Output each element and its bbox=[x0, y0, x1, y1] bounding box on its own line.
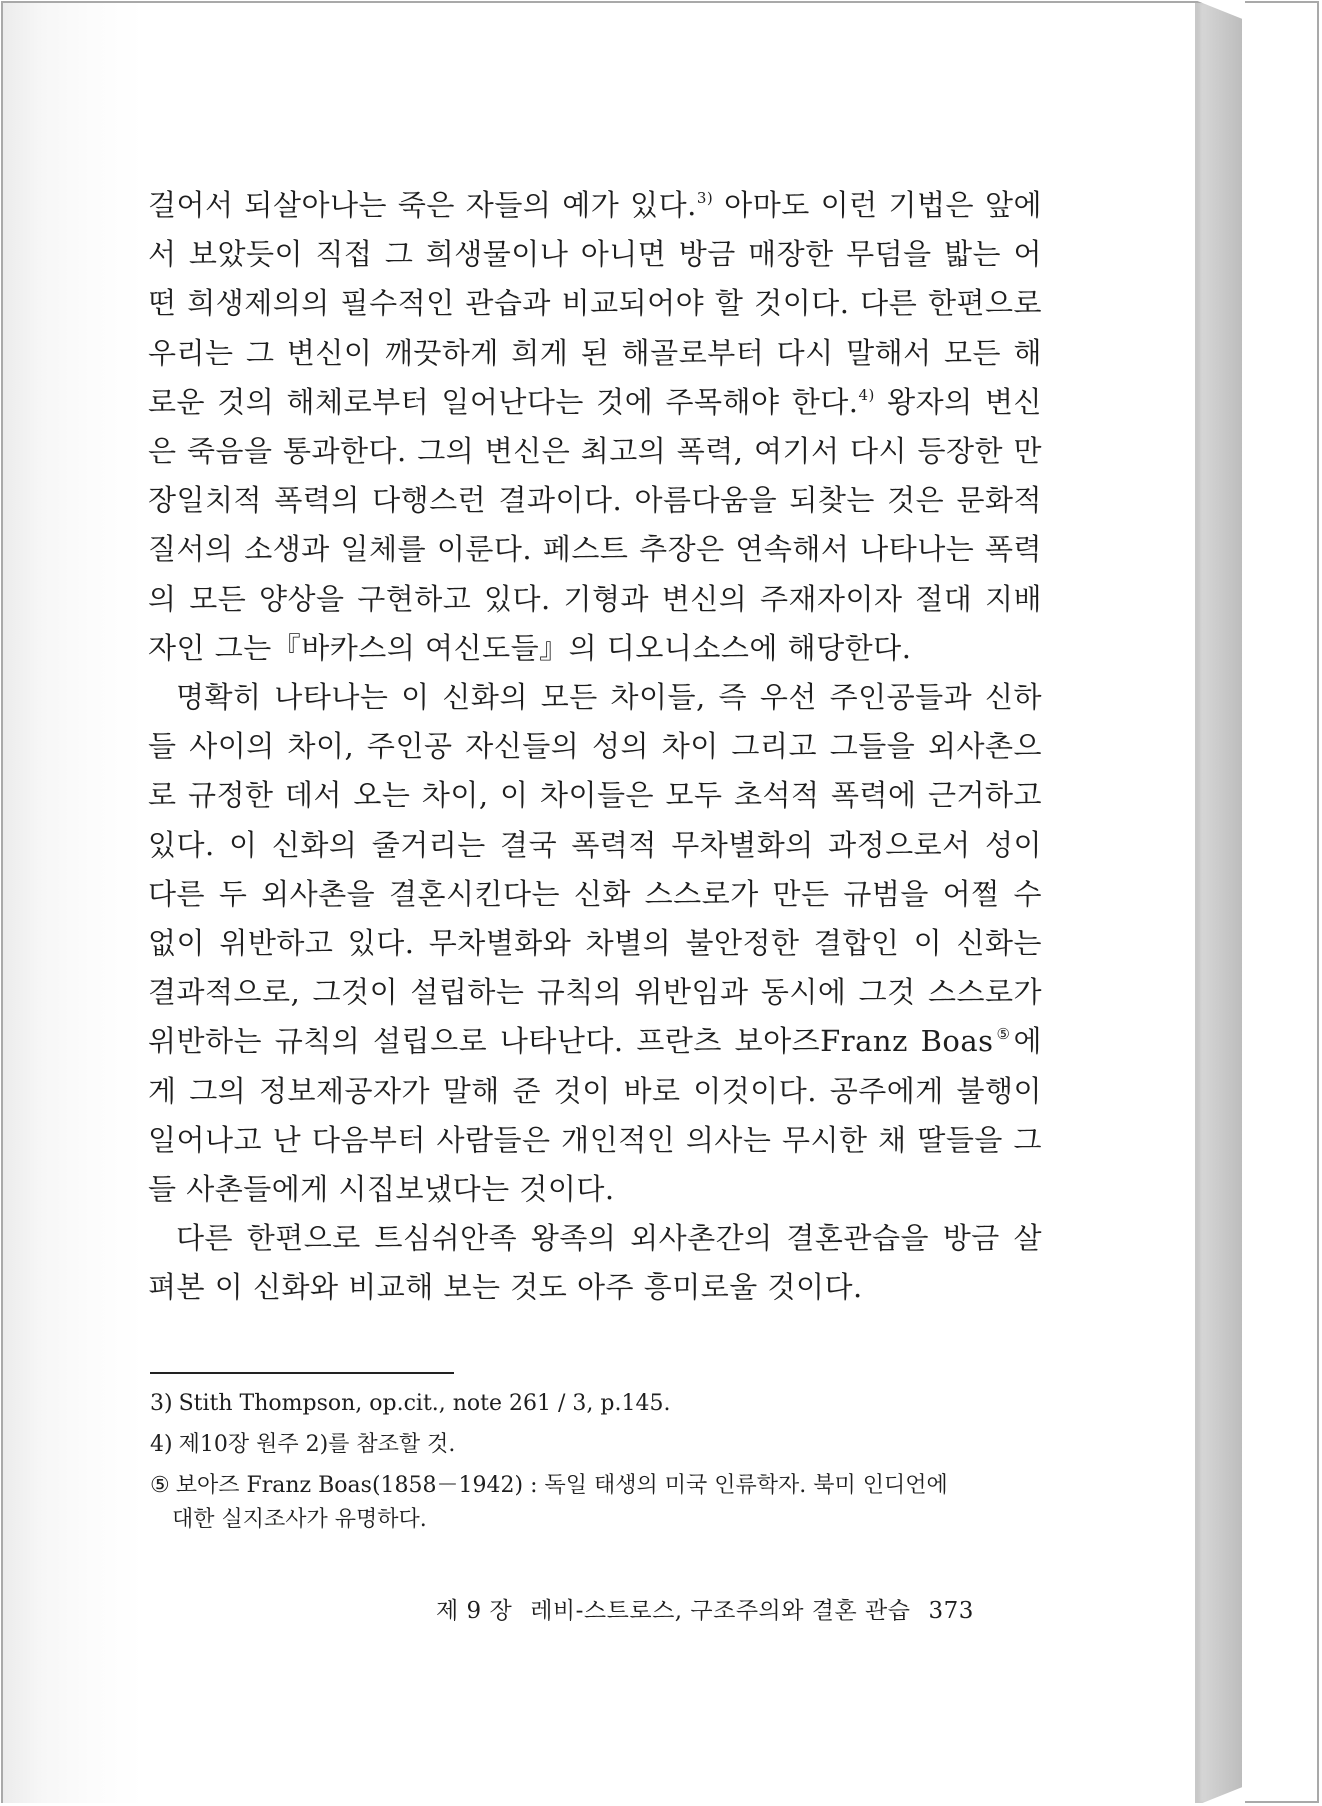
paragraph-3 bbox=[148, 1214, 1042, 1312]
footnote-text: 보아즈 Franz Boas(1858－1942) : 독일 태생의 미국 인류학자. 북미 인디언에 bbox=[175, 1473, 948, 1498]
main-text bbox=[148, 181, 1042, 1313]
footnote-ref-4: 4) bbox=[858, 385, 875, 404]
footnote-5 bbox=[150, 1469, 1044, 1537]
footnote-4 bbox=[150, 1428, 1044, 1462]
chapter-label: 제 9 장 bbox=[436, 1598, 513, 1624]
footnote-text: 제10장 원주 2)를 참조할 것. bbox=[178, 1432, 456, 1457]
footnote-3 bbox=[150, 1387, 1044, 1421]
paragraph-2-text-b: 에게 그의 정보제공자가 말해 준 것이 바로 이것이다. 공주에게 불행이 일어나고 난 다음부터 사람들은 개인적인 의사는 무시한 채 딸들을 그들 사촌들에게 시집보냈다는 것이다. bbox=[148, 1024, 1043, 1207]
book-page-edge bbox=[1198, 3, 1242, 1803]
footnote-text: Stith Thompson, op.cit., note 261 / 3, p.145. bbox=[178, 1391, 671, 1416]
paragraph-2-text-a: 명확히 나타나는 이 신화의 모든 차이들, 즉 우선 주인공들과 신하들 사이의 차이, 주인공 자신들의 성의 차이 그리고 그들을 외사촌으로 규정한 데서 오는 차이, 이 차이들은 모두 초석적 폭력에 근거하고 있다. 이 신화의 줄거리는 결국 폭력적 무차별화의 과정으로서 성이 다른 두 외사촌을 결혼시킨다는 신화 스스로가 만든 규범을 어쩔 수 없이 위반하고 있다. 무차별화와 차별의 불안정한 결합인 이 신화는 결과적으로, 그것이 설립하는 규칙의 위반임과 동시에 그것 스스로가 위반하는 규칙의 설립으로 나타난다. 프란츠 보아즈Franz Boas bbox=[148, 680, 1042, 1059]
page-corner-bottom bbox=[1195, 1786, 1245, 1806]
running-footer bbox=[436, 1592, 974, 1625]
footnote-marker: 4) bbox=[150, 1432, 173, 1457]
footnote-ref-5: ⑤ bbox=[993, 1025, 1014, 1044]
paragraph-1-text-a: 걸어서 되살아나는 죽은 자들의 예가 있다. bbox=[148, 188, 697, 222]
footnote-marker: ⑤ bbox=[150, 1473, 170, 1498]
paragraph-1 bbox=[148, 181, 1042, 673]
footnotes bbox=[150, 1387, 1044, 1544]
chapter-title: 레비-스트로스, 구조주의와 결혼 관습 bbox=[530, 1598, 911, 1624]
footnote-ref-3: 3) bbox=[696, 189, 714, 207]
paragraph-3-text: 다른 한편으로 트심쉬안족 왕족의 외사촌간의 결혼관습을 방금 살펴본 이 신화와 비교해 보는 것도 아주 흥미로울 것이다. bbox=[148, 1221, 1042, 1305]
paragraph-1-text-c: 왕자의 변신은 죽음을 통과한다. 그의 변신은 최고의 폭력, 여기서 다시 등장한 만장일치적 폭력의 다행스런 결과이다. 아름다움을 되찾는 것은 문화적 질서의 소생과 일체를 이룬다. 페스트 추장은 연속해서 나타나는 폭력의 모든 양상을 구현하고 있다. 기형과 변신의 주재자이자 절대 지배자인 그는『바카스의 여신도들』의 디오니소스에 해당한다. bbox=[148, 384, 1042, 665]
paragraph-1-text-b: 아마도 이런 기법은 앞에서 보았듯이 직접 그 희생물이나 아니면 방금 매장한 무덤을 밟는 어떤 희생제의의 필수적인 관습과 비교되어야 할 것이다. 다른 한편으로 우리는 그 변신이 깨끗하게 희게 된 해골로부터 다시 말해서 모든 해로운 것의 해체로부터 일어난다는 것에 주목해야 한다. bbox=[148, 188, 1042, 419]
footnote-text-continued: 대한 실지조사가 유명하다. bbox=[172, 1507, 427, 1532]
footnote-divider bbox=[150, 1372, 454, 1374]
page-corner-top bbox=[1195, 0, 1245, 20]
page-number: 373 bbox=[928, 1598, 974, 1624]
footnote-marker: 3) bbox=[150, 1391, 173, 1416]
paragraph-2 bbox=[148, 673, 1042, 1214]
